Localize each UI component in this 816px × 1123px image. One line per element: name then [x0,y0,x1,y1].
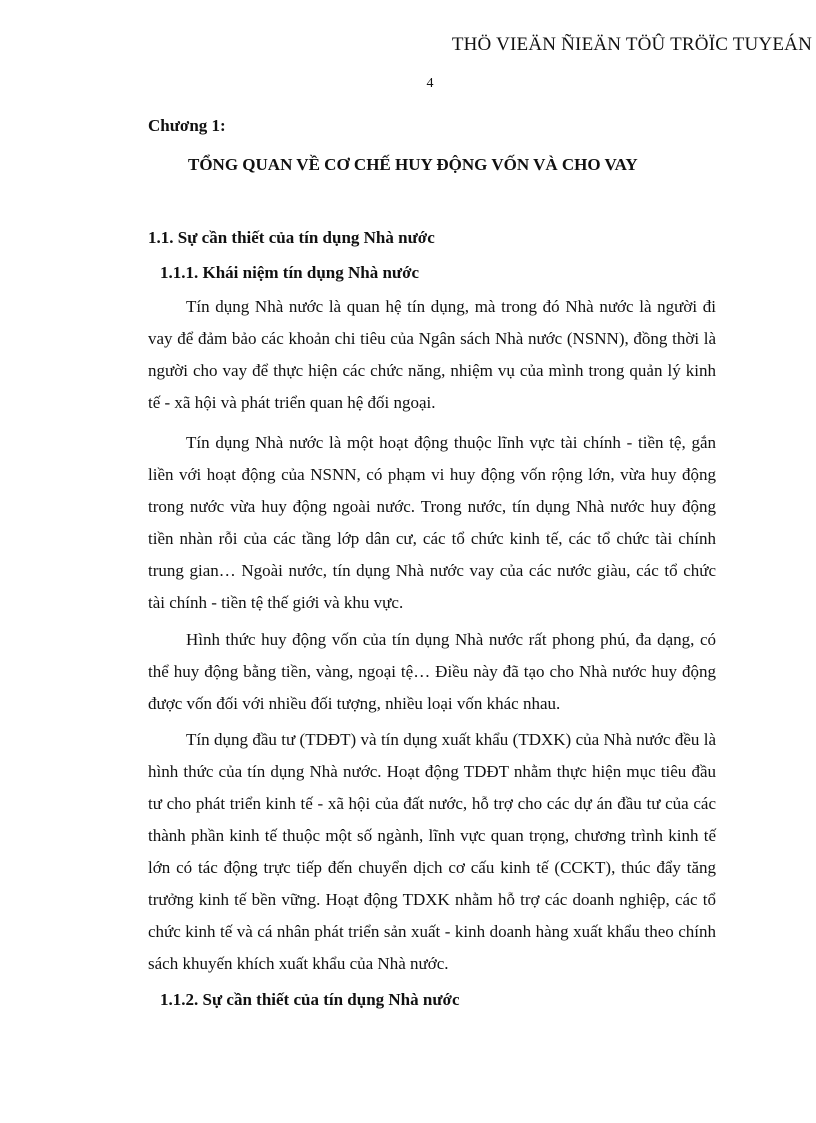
paragraph-1: Tín dụng Nhà nước là quan hệ tín dụng, mà trong đó Nhà nước là người đi vay để đảm bảo các khoản chi tiêu của Ngân sách Nhà nước (NSNN), đồng thời là người cho vay để thực hiện các chức năng, nhiệm vụ của mình trong quản lý kinh tế - xã hội và phát triển quan hệ đối ngoại. [148,297,716,412]
section-heading-1-1: 1.1. Sự cần thiết của tín dụng Nhà nước [148,228,435,247]
page-number: 4 [426,76,434,91]
chapter-title: TỔNG QUAN VỀ CƠ CHẾ HUY ĐỘNG VỐN VÀ CHO VAY [188,155,638,174]
subsection-heading-1-1-2: 1.1.2. Sự cần thiết của tín dụng Nhà nước [160,990,460,1009]
header-banner: THÖ VIEÄN ÑIEÄN TÖÛ TRÖÏC TUYEÁN [451,34,812,55]
chapter-label: Chương 1: [148,116,226,135]
paragraph-2: Tín dụng Nhà nước là một hoạt động thuộc lĩnh vực tài chính - tiền tệ, gắn liền với hoạt động của NSNN, có phạm vi huy động vốn rộng lớn, vừa huy động trong nước vừa huy động ngoài nước. Trong nước, tín dụng Nhà nước huy động tiền nhàn rỗi của các tầng lớp dân cư, các tổ chức kinh tế, các tổ chức tài chính trung gian… Ngoài nước, tín dụng Nhà nước vay của các nước giàu, các tổ chức tài chính - tiền tệ thế giới và khu vực. [148,433,716,612]
subsection-heading-1-1-1: 1.1.1. Khái niệm tín dụng Nhà nước [160,263,420,282]
paragraph-4: Tín dụng đầu tư (TDĐT) và tín dụng xuất khẩu (TDXK) của Nhà nước đều là hình thức của tín dụng Nhà nước. Hoạt động TDĐT nhằm thực hiện mục tiêu đầu tư cho phát triển kinh tế - xã hội của đất nước, hỗ trợ cho các dự án đầu tư của các thành phần kinh tế thuộc một số ngành, lĩnh vực quan trọng, chương trình kinh tế lớn có tác động trực tiếp đến chuyển dịch cơ cấu kinh tế (CCKT), thúc đẩy tăng trưởng kinh tế bền vững. Hoạt động TDXK nhằm hỗ trợ các doanh nghiệp, các tổ chức kinh tế và cá nhân phát triển sản xuất - kinh doanh hàng xuất khẩu theo chính sách khuyến khích xuất khẩu của Nhà nước. [148,730,716,973]
paragraph-3: Hình thức huy động vốn của tín dụng Nhà nước rất phong phú, đa dạng, có thể huy động bằng tiền, vàng, ngoại tệ… Điều này đã tạo cho Nhà nước huy động được vốn đối với nhiều đối tượng, nhiều loại vốn khác nhau. [148,630,716,713]
